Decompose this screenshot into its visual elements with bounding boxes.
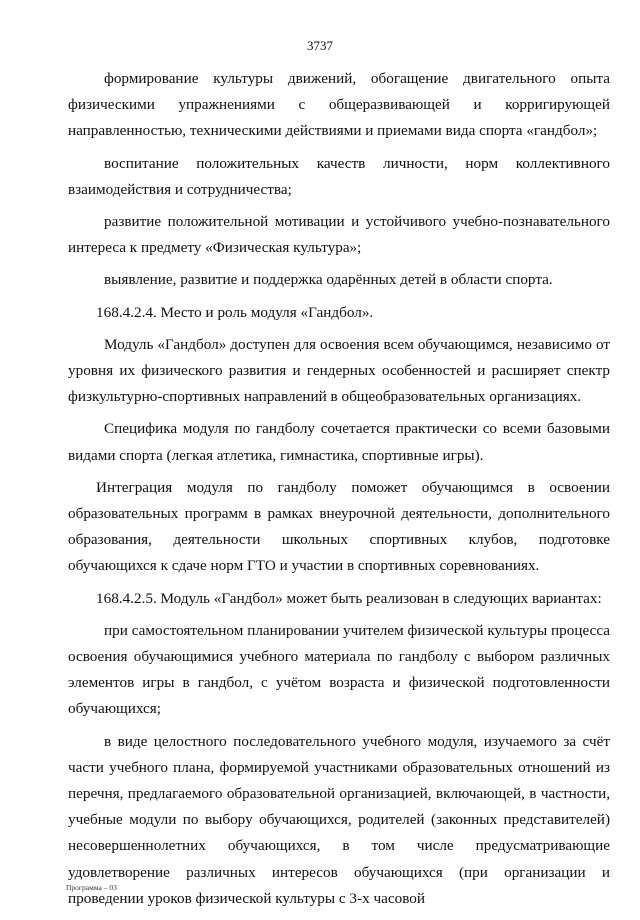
paragraph-module-accessibility: Модуль «Гандбол» доступен для освоения всем обучающимся, независимо от уровня их физического развития и гендерных особенностей и расширяет спектр физкультурно-спортивных направлений в общеобразовательных организациях. xyxy=(68,335,610,406)
paragraph-module-specifics: Специфика модуля по гандболу сочетается практически со всеми базовыми видами спорта (легкая атлетика, гимнастика, спортивные игры). xyxy=(68,420,610,464)
section-heading-168-4-2-5: 168.4.2.5. Модуль «Гандбол» может быть реализован в следующих вариантах: xyxy=(96,589,602,607)
paragraph-variant-self-planning: при самостоятельном планировании учителем физической культуры процесса освоения обучающимися учебного материала по гандболу с выбором различных элементов игры в гандбол, с учётом возраста и физической подготовленности обучающихся; xyxy=(68,621,610,718)
page-footer: Программа – 03 xyxy=(66,883,117,892)
paragraph-module-integration: Интеграция модуля по гандболу поможет обучающимся в освоении образовательных программ в рамках внеурочной деятельности, дополнительного образования, деятельности школьных спортивных клубов, подготовке обучающихся к сдаче норм ГТО и участии в спортивных соревнованиях. xyxy=(68,478,610,575)
paragraph-goal-personal-qualities: воспитание положительных качеств личности, норм коллективного взаимодействия и сотрудничества; xyxy=(68,154,610,198)
paragraph-goal-gifted-children: выявление, развитие и поддержка одарённых детей в области спорта. xyxy=(104,271,553,289)
page-number: 3737 xyxy=(307,38,333,53)
paragraph-variant-integral-module: в виде целостного последовательного учебного модуля, изучаемого за счёт части учебного плана, формируемой участниками образовательных отношений из перечня, предлагаемого образовательной организацией, включающей, в частности, учебные модули по выбору обучающихся, родителей (законных представителей) несовершеннолетних обучающихся, в том числе предусматривающие удовлетворение различных интересов обучающихся (при организации и проведении уроков физической культуры с 3-х часовой xyxy=(68,732,610,907)
paragraph-goal-movement-culture: формирование культуры движений, обогащение двигательного опыта физическими упражнениями с общеразвивающей и корригирующей направленностью, техническими действиями и приемами вида спорта «гандбол»; xyxy=(68,70,610,140)
paragraph-goal-motivation: развитие положительной мотивации и устойчивого учебно-познавательного интереса к предмету «Физическая культура»; xyxy=(68,213,610,257)
document-body xyxy=(68,66,610,912)
section-heading-168-4-2-4: 168.4.2.4. Место и роль модуля «Гандбол». xyxy=(96,303,374,321)
